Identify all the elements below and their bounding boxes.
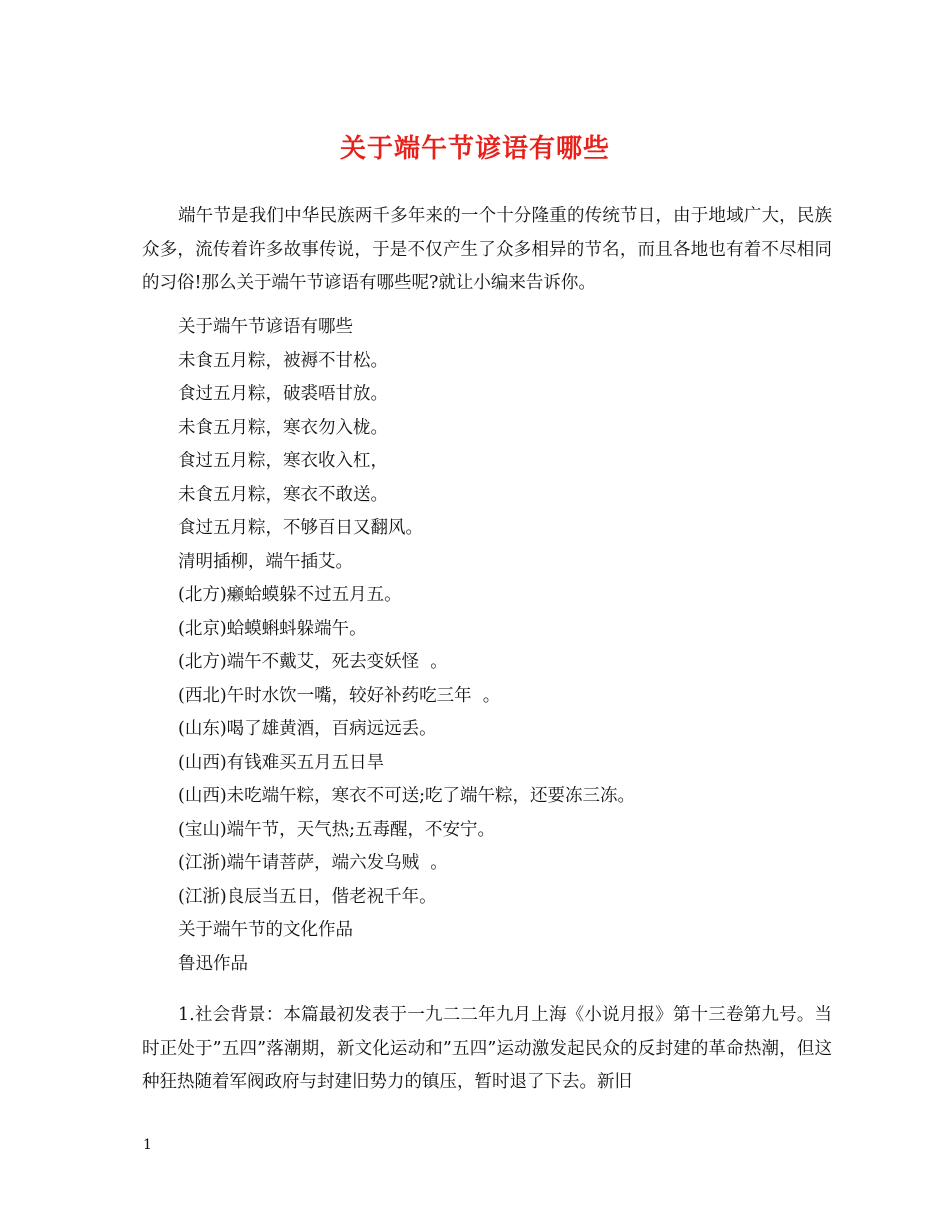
list-item: (山东)喝了雄黄酒，百病远远丢。	[178, 719, 437, 739]
list-item: (江浙)良辰当五日，偕老祝千年。	[178, 886, 437, 907]
list-item: (北方)端午不戴艾，死去变妖怪 。	[178, 652, 448, 672]
list-item: 未食五月粽，被褥不甘松。	[178, 350, 388, 371]
list-item: 未食五月粽，寒衣不敢送。	[178, 484, 388, 505]
list-item: (北方)癞蛤蟆躲不过五月五。	[178, 585, 402, 605]
list-item: (山西)未吃端午粽，寒衣不可送;吃了端午粽，还要冻三冻。	[178, 786, 636, 806]
list-item: 食过五月粽，破裘唔甘放。	[178, 384, 388, 404]
list-item: (宝山)端午节，天气热;五毒醒，不安宁。	[178, 819, 496, 840]
list-item: 关于端午节谚语有哪些	[178, 317, 353, 337]
list-item: 清明插柳，端午插艾。	[178, 551, 353, 572]
list-item: 食过五月粽，不够百日又翻风。	[178, 518, 423, 538]
list-item: 鲁迅作品	[178, 953, 248, 974]
page-number: 1	[143, 1137, 152, 1153]
document-title: 关于端午节谚语有哪些	[339, 134, 610, 164]
list-item: (北京)蛤蟆蝌蚪躲端午。	[178, 618, 367, 639]
background-paragraph: 1.社会背景：本篇最初发表于一九二二年九月上海《小说月报》第十三卷第九号。当时正处于”五四”落潮期，新文化运动和”五四”运动激发起民众的反封建的革命热潮，但这种狂热随着军阀政府与封建旧势力的镇压，暂时退了下去。新旧	[142, 1005, 832, 1092]
list-item: 未食五月粽，寒衣勿入栊。	[178, 417, 388, 438]
intro-paragraph: 端午节是我们中华民族两千多年来的一个十分隆重的传统节日，由于地域广大，民族众多，流传着许多故事传说，于是不仅产生了众多相异的节名，而且各地也有着不尽相同的习俗!那么关于端午节谚语有哪些呢?就让小编来告诉你。	[142, 206, 832, 293]
list-item: 食过五月粽，寒衣收入杠，	[178, 451, 388, 471]
list-item: (西北)午时水饮一嘴，较好补药吃三年 。	[178, 685, 501, 706]
list-item: (山西)有钱难买五月五日旱	[178, 752, 385, 773]
list-item: 关于端午节的文化作品	[178, 920, 353, 940]
list-item: (江浙)端午请菩萨，端六发乌贼 。	[178, 853, 448, 873]
